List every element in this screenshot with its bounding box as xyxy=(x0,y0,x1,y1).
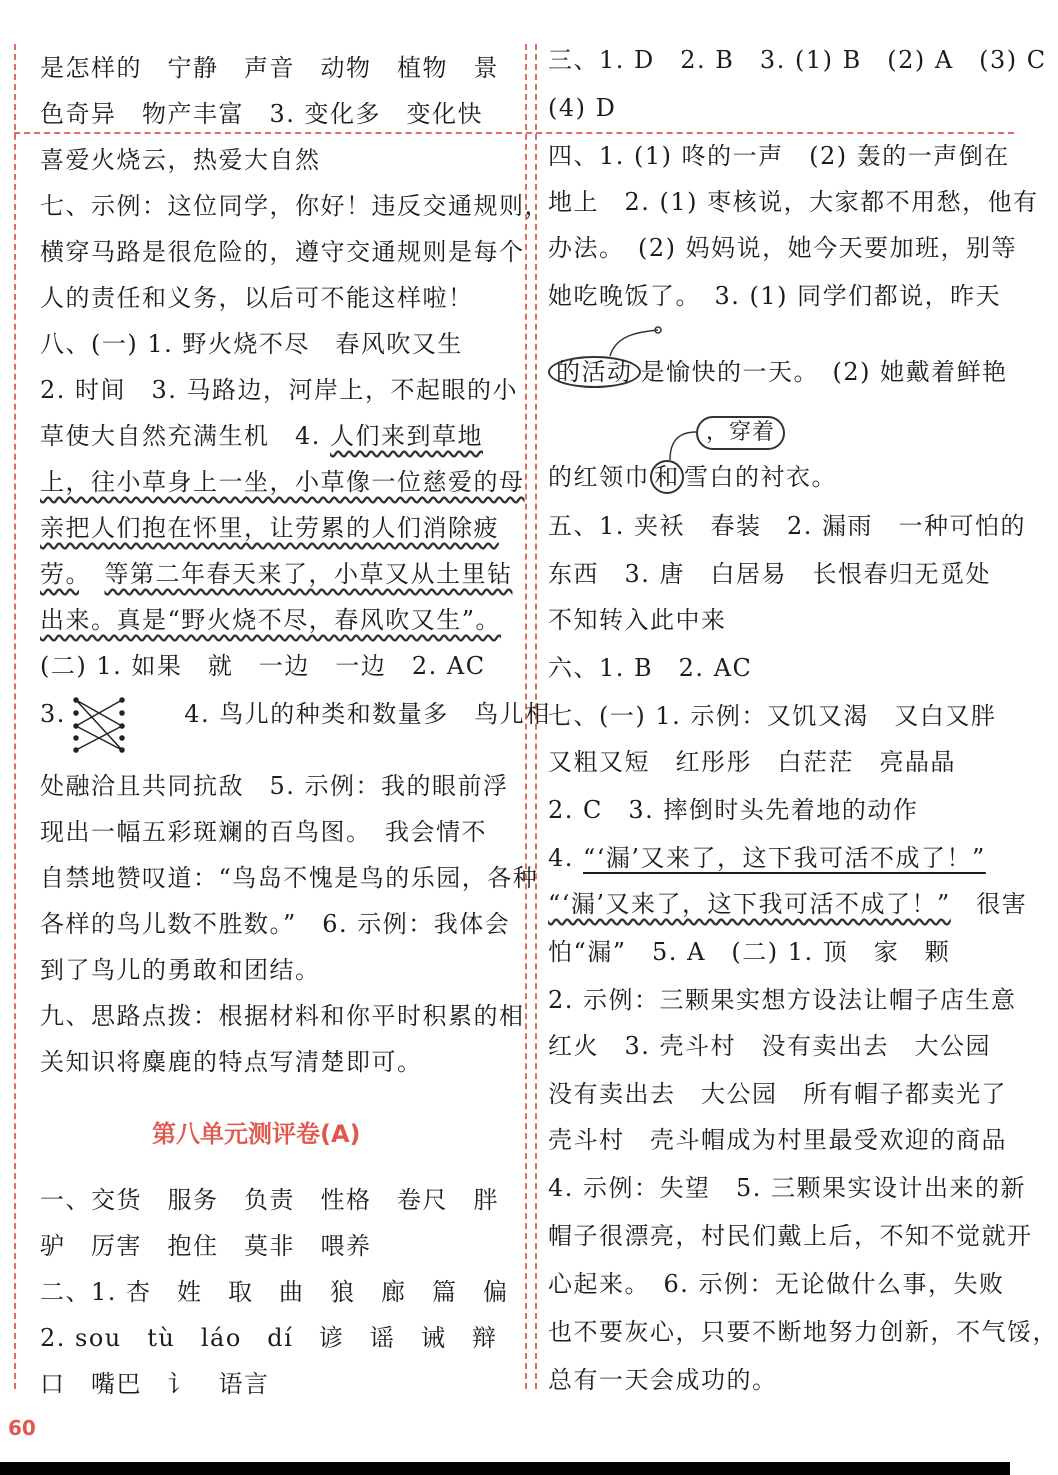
wavy-underlined-line: 上，往小草身上一坐，小草像一位慈爱的母 xyxy=(40,468,525,496)
matching-lines-diagram xyxy=(72,694,128,754)
answer-line: 2. 示例：三颗果实想方设法让帽子店生意 xyxy=(548,986,1017,1014)
answer-line: 到了鸟儿的勇敢和团结。 xyxy=(40,956,321,984)
answer-text: 4. 鸟儿的种类和数量多 鸟儿相 xyxy=(184,700,551,728)
answer-line: 她吃晚饭了。 3. (1) 同学们都说，昨天 xyxy=(548,282,1002,310)
answer-line: 九、思路点拨：根据材料和你平时积累的相 xyxy=(40,1002,525,1030)
answer-line: 也不要灰心，只要不断地努力创新，不气馁， xyxy=(548,1318,1058,1346)
answer-line: 2. sou tù láo dí 谚 谣 诫 辩 xyxy=(40,1324,498,1352)
answer-line: 2. 时间 3. 马路边，河岸上，不起眼的小 xyxy=(40,376,519,404)
header-rule xyxy=(14,132,1014,134)
answer-line: 红火 3. 壳斗村 没有卖出去 大公园 xyxy=(548,1032,992,1060)
answer-line: 三、1. D 2. B 3. (1) B (2) A (3) C xyxy=(548,46,1047,74)
answer-line: 地上 2. (1) 枣核说，大家都不用愁，他有 xyxy=(548,188,1039,216)
answer-line: 八、(一) 1. 野火烧不尽 春风吹又生 xyxy=(40,330,463,358)
answer-line: 人的责任和义务，以后可不能这样啦！ xyxy=(40,284,474,312)
answer-line xyxy=(548,842,986,874)
answer-line: 关知识将麋鹿的特点写清楚即可。 xyxy=(40,1048,423,1076)
callout-pointer-icon xyxy=(664,430,704,462)
answer-line: 口 嘴巴 讠 语言 xyxy=(40,1370,270,1398)
answer-line: 各样的鸟儿数不胜数。” 6. 示例：我体会 xyxy=(40,910,511,938)
answer-line: 横穿马路是很危险的，遵守交通规则是每个 xyxy=(40,238,525,266)
wavy-underlined-line: 出来。真是“野火烧不尽，春风吹又生”。 xyxy=(40,606,502,634)
left-margin-rule xyxy=(14,44,16,1389)
answer-line: (4) D xyxy=(548,94,617,122)
answer-line: 心起来。 6. 示例：无论做什么事，失败 xyxy=(548,1270,1005,1298)
answer-line: 办法。 (2) 妈妈说，她今天要加班，别等 xyxy=(548,234,1018,262)
answer-line: 帽子很漂亮，村民们戴上后，不知不觉就开 xyxy=(548,1222,1033,1250)
answer-line: (二) 1. 如果 就 一边 一边 2. AC xyxy=(40,652,486,680)
answer-line: 色奇异 物产丰富 3. 变化多 变化快 xyxy=(40,100,484,128)
page-bottom-edge xyxy=(0,1462,1010,1475)
answer-line: 七、示例：这位同学，你好！违反交通规则， xyxy=(40,192,550,220)
answer-line: 六、1. B 2. AC xyxy=(548,654,753,682)
answer-text: 很害 xyxy=(950,890,1028,918)
page-number: 60 xyxy=(8,1416,36,1440)
wavy-underlined-line: 亲把人们抱在怀里，让劳累的人们消除疲 xyxy=(40,514,499,542)
answer-line: 四、1. (1) 咚的一声 (2) 轰的一声倒在 xyxy=(548,142,1010,170)
answer-line: 不知转入此中来 xyxy=(548,606,727,634)
underlined-text: “‘漏’又来了，这下我可活不成了！” xyxy=(583,844,986,872)
answer-line: 自禁地赞叹道：“鸟岛不愧是鸟的乐园，各种 xyxy=(40,864,539,892)
answer-line xyxy=(40,558,513,590)
answer-line: 2. C 3. 摔倒时头先着地的动作 xyxy=(548,796,919,824)
circled-text: 和 xyxy=(650,460,684,494)
answer-line: 是怎样的 宁静 声音 动物 植物 景 xyxy=(40,54,499,82)
answer-line: 喜爱火烧云，热爱大自然 xyxy=(40,146,321,174)
answer-text: 的红领巾 xyxy=(548,463,650,491)
answer-line: 驴 厉害 抱住 莫非 喂养 xyxy=(40,1232,372,1260)
answer-line: 没有卖出去 大公园 所有帽子都卖光了 xyxy=(548,1080,1007,1108)
answer-line xyxy=(548,356,1008,388)
answer-text: 3. xyxy=(40,700,66,728)
answer-line: 怕“漏” 5. A (二) 1. 顶 家 颗 xyxy=(548,938,951,966)
answer-line xyxy=(548,460,837,494)
answer-line: 二、1. 杏 姓 取 曲 狼 廊 篇 偏 xyxy=(40,1278,509,1306)
wavy-underlined-text: 劳。 xyxy=(40,560,79,588)
section-title: 第八单元测评卷(A) xyxy=(152,1120,361,1148)
correction-mark-icon xyxy=(606,326,666,360)
answer-line: 东西 3. 唐 白居易 长恨春归无觅处 xyxy=(548,560,992,588)
answer-line: 又粗又短 红彤彤 白茫茫 亮晶晶 xyxy=(548,748,956,776)
answer-line: 现出一幅五彩斑斓的百鸟图。 我会情不 xyxy=(40,818,487,846)
wavy-underlined-text: 等第二年春天来了，小草又从土里钻 xyxy=(104,560,513,588)
answer-text: 是愉快的一天。 (2) 她戴着鲜艳 xyxy=(640,358,1008,386)
answer-line: 七、(一) 1. 示例：又饥又渴 又白又胖 xyxy=(548,702,997,730)
answer-line: 壳斗村 壳斗帽成为村里最受欢迎的商品 xyxy=(548,1126,1007,1154)
answer-line xyxy=(40,420,483,452)
answer-line: 一、交货 服务 负责 性格 卷尺 胖 xyxy=(40,1186,499,1214)
answer-line xyxy=(548,888,1027,920)
wavy-underlined-text: 人们来到草地 xyxy=(330,422,484,450)
answer-text: 草使大自然充满生机 4. xyxy=(40,422,331,450)
answer-line: 总有一天会成功的。 xyxy=(548,1366,778,1394)
circled-text: 的活动 xyxy=(548,356,641,388)
answer-line: 处融洽且共同抗敌 5. 示例：我的眼前浮 xyxy=(40,772,509,800)
answer-line: 4. 示例：失望 5. 三颗果实设计出来的新 xyxy=(548,1174,1027,1202)
answer-text: 4. xyxy=(548,844,584,872)
answer-text: 雪白的衬衣。 xyxy=(684,463,837,491)
inserted-text-callout: ，穿着 xyxy=(696,416,785,450)
wavy-underlined-text: “‘漏’又来了，这下我可活不成了！” xyxy=(548,890,951,918)
answer-line: 五、1. 夹袄 春装 2. 漏雨 一种可怕的 xyxy=(548,512,1027,540)
